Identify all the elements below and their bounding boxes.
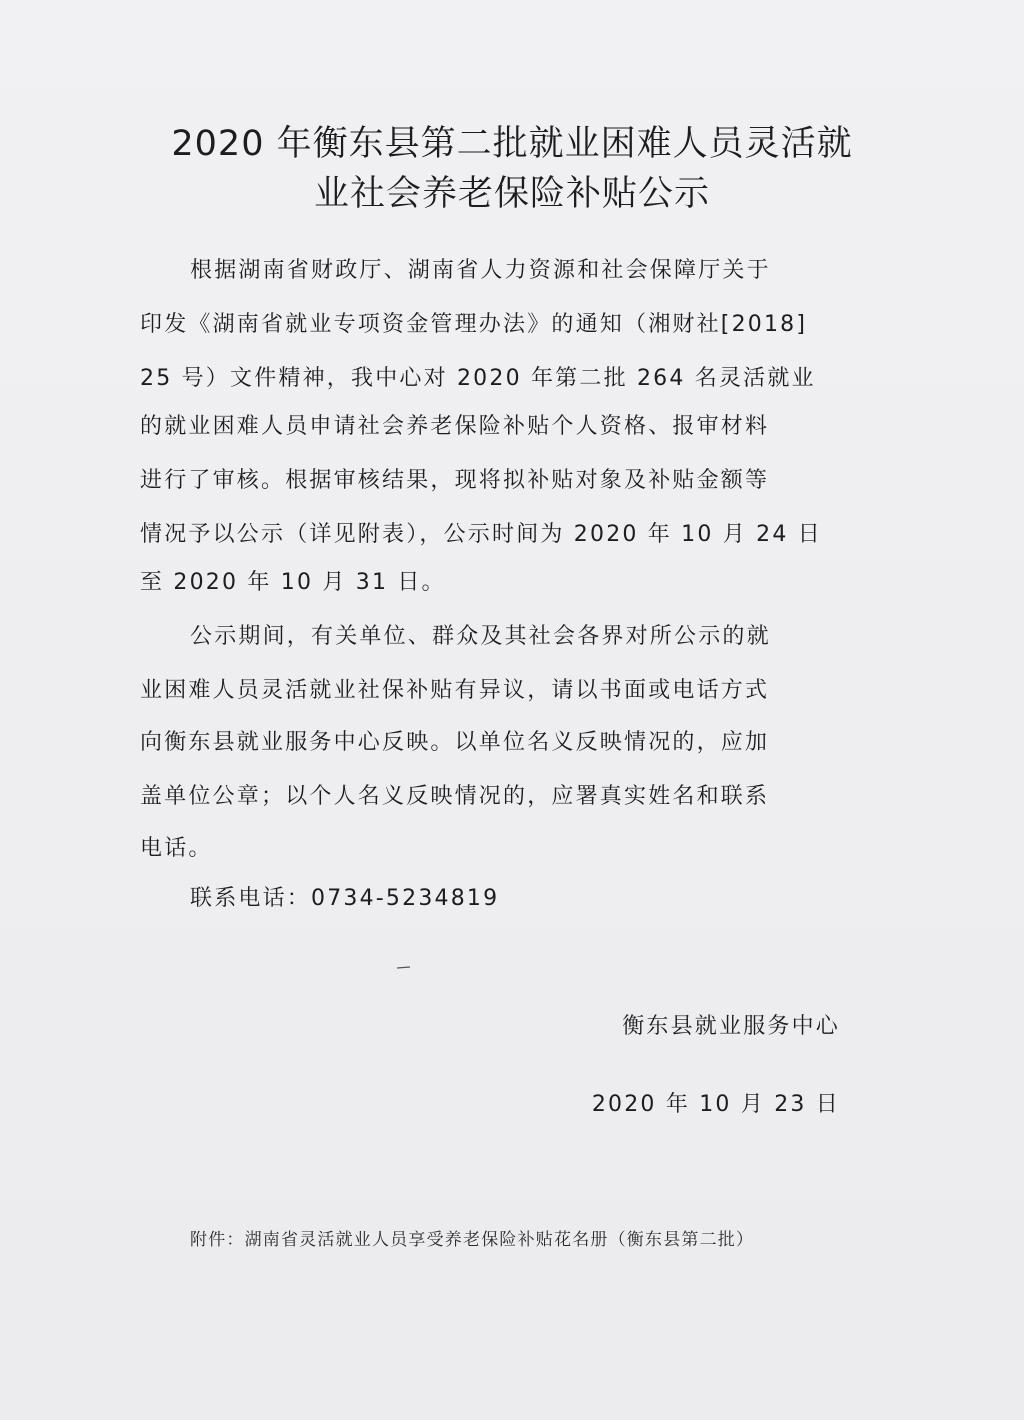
paragraph-1-line: 印发《湖南省就业专项资金管理办法》的通知（湘财社[2018]: [140, 312, 808, 337]
paragraph-2-line: 盖单位公章；以个人名义反映情况的，应署真实姓名和联系: [140, 784, 770, 809]
paragraph-1-line: 进行了审核。根据审核结果，现将拟补贴对象及补贴金额等: [140, 468, 770, 493]
paragraph-2-line: 向衡东县就业服务中心反映。以单位名义反映情况的，应加: [140, 730, 770, 755]
paragraph-2-line: 公示期间，有关单位、群众及其社会各界对所公示的就: [190, 624, 771, 649]
document-title-line-1: 2020 年衡东县第二批就业困难人员灵活就: [171, 124, 853, 164]
signature-date: 2020 年 10 月 23 日: [591, 1092, 840, 1117]
paragraph-1-line: 根据湖南省财政厅、湖南省人力资源和社会保障厅关于: [190, 258, 771, 283]
scan-speck-mark: [396, 966, 412, 969]
paragraph-2-line: 业困难人员灵活就业社保补贴有异议，请以书面或电话方式: [140, 678, 770, 703]
paragraph-1-line: 的就业困难人员申请社会养老保险补贴个人资格、报审材料: [140, 414, 770, 439]
document-title-line-2: 业社会养老保险补贴公示: [313, 174, 710, 214]
paragraph-2-line: 电话。: [140, 836, 213, 861]
signature-organization: 衡东县就业服务中心: [622, 1014, 840, 1039]
contact-phone: 联系电话：0734-5234819: [190, 886, 500, 911]
paragraph-1-line: 25 号）文件精神，我中心对 2020 年第二批 264 名灵活就业: [140, 366, 816, 391]
paragraph-1-line: 情况予以公示（详见附表），公示时间为 2020 年 10 月 24 日: [140, 522, 822, 547]
attachment-note: 附件：湖南省灵活就业人员享受养老保险补贴花名册（衡东县第二批）: [190, 1230, 755, 1250]
paragraph-1-line: 至 2020 年 10 月 31 日。: [140, 570, 446, 595]
